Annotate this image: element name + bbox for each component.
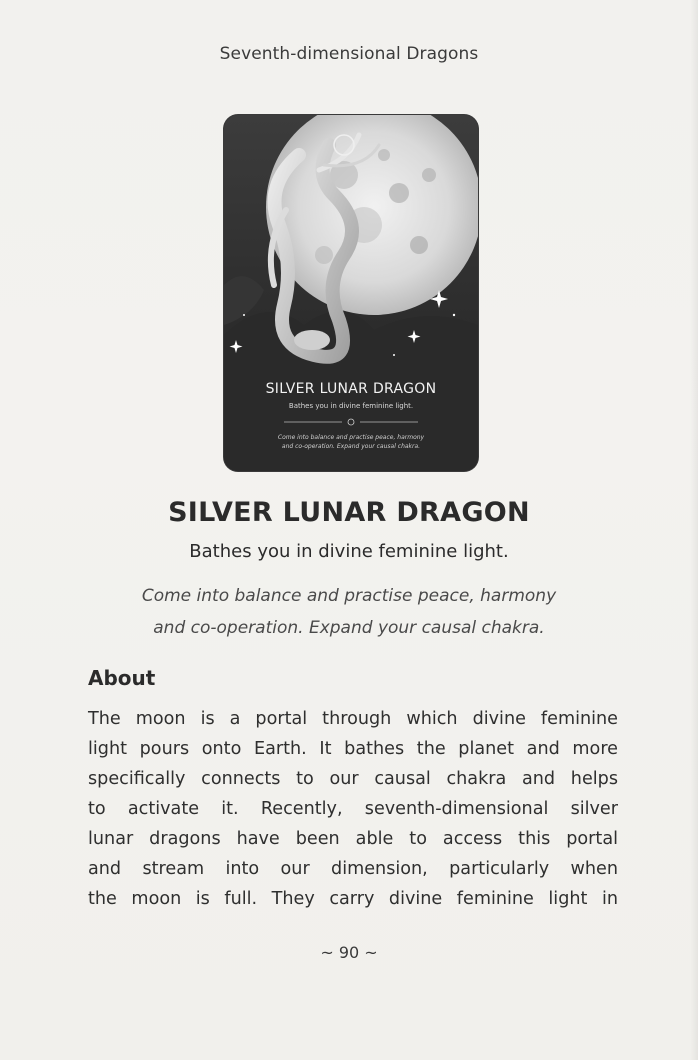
body-line: and stream into our dimension, particularly when	[88, 859, 618, 879]
oracle-card-image	[224, 115, 478, 471]
body-line: to activate it. Recently, seventh-dimensional silver	[88, 799, 618, 819]
card-italic-line: and co-operation. Expand your causal chakra.	[281, 443, 421, 450]
card-title: SILVER LUNAR DRAGON	[265, 381, 437, 397]
ornament-divider-icon	[224, 415, 478, 429]
body-line: light pours onto Earth. It bathes the planet and more	[88, 739, 618, 759]
page-number: ~ 90 ~	[320, 943, 378, 962]
card-subtitle: Bathes you in divine feminine light.	[288, 402, 414, 410]
entry-tagline: Bathes you in divine feminine light.	[189, 541, 509, 562]
about-heading: About	[88, 666, 156, 690]
entry-italic-line: and co-operation. Expand your causal chakra.	[153, 618, 545, 638]
running-header: Seventh-dimensional Dragons	[219, 44, 479, 64]
body-line: The moon is a portal through which divine feminine	[88, 709, 618, 729]
card-italic-line: Come into balance and practise peace, harmony	[277, 434, 425, 441]
entry-italic-line: Come into balance and practise peace, harmony	[141, 586, 557, 606]
card-italic-text	[260, 433, 442, 451]
about-body	[88, 704, 618, 914]
page-edge-shadow	[690, 0, 698, 1060]
body-line: the moon is full. They carry divine feminine light in	[88, 889, 618, 909]
entry-title: SILVER LUNAR DRAGON	[168, 497, 530, 528]
body-line: specifically connects to our causal chakra and helps	[88, 769, 618, 789]
body-line: lunar dragons have been able to access this portal	[88, 829, 618, 849]
